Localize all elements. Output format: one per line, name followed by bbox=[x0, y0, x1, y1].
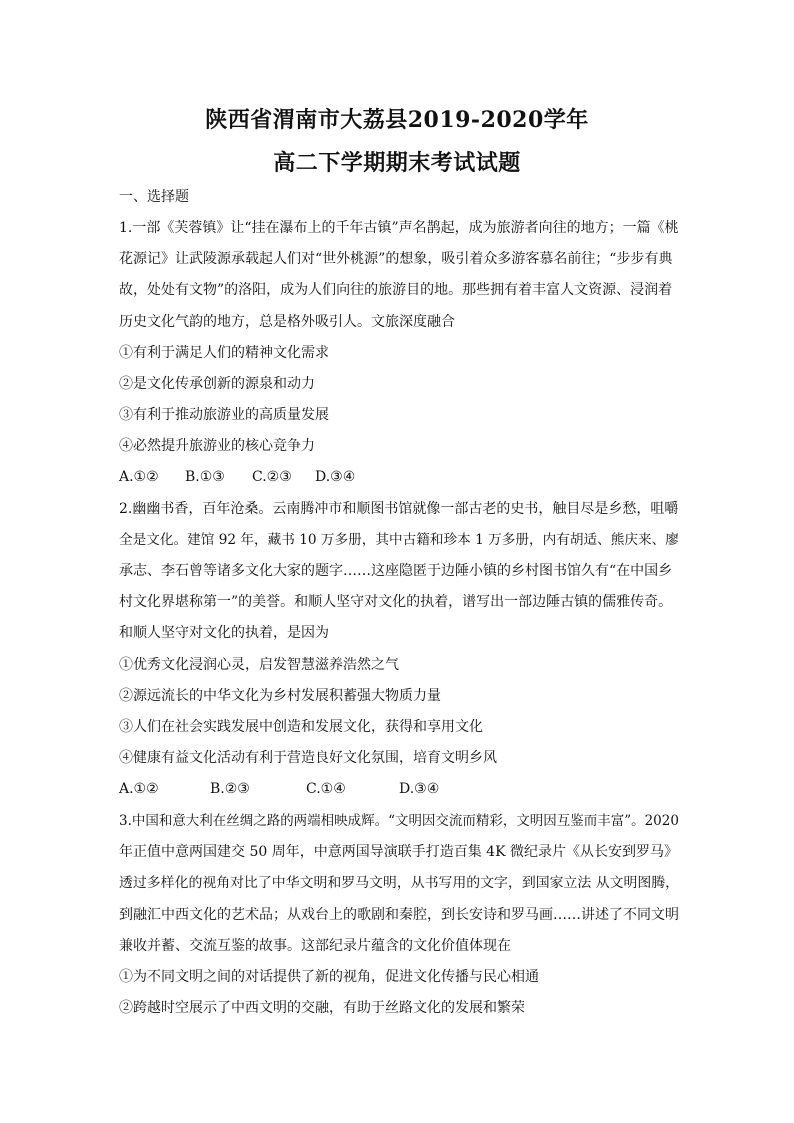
document-title-line2: 高二下学期期末考试试题 bbox=[273, 150, 521, 176]
q2-item: ①优秀文化浸润心灵，启发智慧滋养浩然之气 bbox=[119, 657, 399, 673]
q1-option-d: D.③④ bbox=[315, 469, 356, 485]
q2-option-d: D.③④ bbox=[399, 781, 440, 797]
section-heading: 一、选择题 bbox=[119, 189, 189, 205]
q3-stem-line: 年正值中意两国建交 50 周年，中意两国导演联手打造百集 4K 微纪录片《从长安到罗马》 bbox=[119, 844, 678, 860]
q2-stem-line: 承志、李石曾等诸多文化大家的题字……这座隐匿于边陲小镇的乡村图书馆久有“在中国乡 bbox=[119, 563, 673, 579]
q1-stem-line: 花源记》让武陵源承载起人们对“世外桃源”的想象，吸引着众多游客慕名前往；“步步有典 bbox=[119, 251, 673, 267]
q1-option-b: B.①③ bbox=[185, 469, 225, 485]
q1-stem-line: 1.一部《芙蓉镇》让“挂在瀑布上的千年古镇”声名鹊起，成为旅游者向往的地方；一篇《桃 bbox=[119, 220, 679, 236]
q3-stem-line: 兼收并蓄、交流互鉴的故事。这部纪录片蕴含的文化价值体现在 bbox=[119, 938, 511, 954]
q3-stem-line: 到融汇中西文化的艺术品；从戏台上的歌剧和秦腔，到长安诗和罗马画……讲述了不同文明 bbox=[119, 907, 679, 923]
q1-stem-line: 故，处处有文物”的洛阳，成为人们向往的旅游目的地。那些拥有着丰富人文资源、浸润着 bbox=[119, 282, 673, 298]
q2-option-b: B.②③ bbox=[210, 781, 250, 797]
document-title-line1: 陕西省渭南市大荔县2019-2020学年 bbox=[205, 107, 589, 133]
q2-stem-line: 2.幽幽书香，百年沧桑。云南腾冲市和顺图书馆就像一部古老的史书，触目尽是乡愁，咀嚼 bbox=[119, 501, 679, 517]
q2-option-a: A.①② bbox=[119, 781, 159, 797]
q1-item: ③有利于推动旅游业的高质量发展 bbox=[119, 407, 329, 423]
q3-stem-line: 透过多样化的视角对比了中华文明和罗马文明，从书写用的文字，到国家立法 从文明图腾， bbox=[119, 875, 680, 891]
q2-stem-line: 和顺人坚守对文化的执着，是因为 bbox=[119, 625, 329, 641]
q2-item: ③人们在社会实践发展中创造和发展文化，获得和享用文化 bbox=[119, 719, 483, 735]
q3-item: ②跨越时空展示了中西文明的交融，有助于丝路文化的发展和繁荣 bbox=[119, 1000, 525, 1016]
q1-option-c: C.②③ bbox=[252, 469, 292, 485]
q2-stem-line: 村文化界堪称第一”的美誉。和顺人坚守对文化的执着，谱写出一部边陲古镇的儒雅传奇。 bbox=[119, 594, 673, 610]
q1-option-a: A.①② bbox=[119, 469, 159, 485]
q1-item: ①有利于满足人们的精神文化需求 bbox=[119, 345, 329, 361]
q1-stem-line: 历史文化气韵的地方，总是格外吸引人。文旅深度融合 bbox=[119, 314, 455, 330]
q3-item: ①为不同文明之间的对话提供了新的视角，促进文化传播与民心相通 bbox=[119, 969, 539, 985]
q2-item: ④健康有益文化活动有利于营造良好文化氛围，培育文明乡风 bbox=[119, 750, 497, 766]
q2-item: ②源远流长的中华文化为乡村发展积蓄强大物质力量 bbox=[119, 688, 441, 704]
q2-option-c: C.①④ bbox=[306, 781, 346, 797]
q1-item: ②是文化传承创新的源泉和动力 bbox=[119, 376, 315, 392]
q2-stem-line: 全是文化。建馆 92 年，藏书 10 万多册，其中古籍和珍本 1 万多册，内有胡适、熊庆来、廖 bbox=[119, 532, 679, 548]
q3-stem-line: 3.中国和意大利在丝绸之路的两端相映成辉。“文明因交流而精彩，文明因互鉴而丰富”。2020 bbox=[119, 813, 679, 829]
q1-item: ④必然提升旅游业的核心竞争力 bbox=[119, 438, 315, 454]
